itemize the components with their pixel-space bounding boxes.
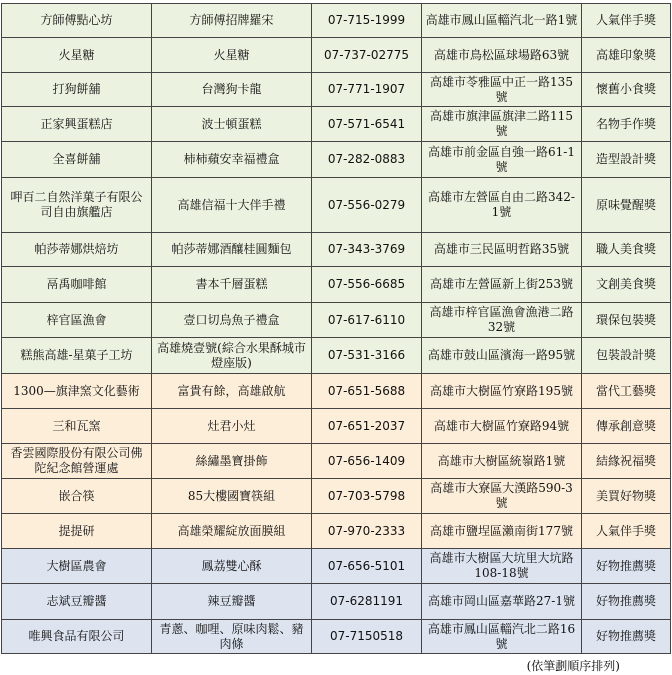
address-cell: 高雄市三民區明哲路35號 xyxy=(422,233,582,267)
product-name-cell: 帕莎蒂娜酒釀桂圓麵包 xyxy=(152,233,312,267)
shop-name-cell: 糕熊高雄-星菓子工坊 xyxy=(2,338,152,374)
address-cell: 高雄市大樹區竹寮路195號 xyxy=(422,374,582,409)
phone-cell: 07-7150518 xyxy=(312,620,422,654)
award-cell: 高雄印象獎 xyxy=(582,38,671,73)
phone-cell: 07-703-5798 xyxy=(312,479,422,514)
address-cell: 高雄市梓官區漁會漁港二路32號 xyxy=(422,303,582,338)
award-cell: 原味覺醒獎 xyxy=(582,178,671,233)
shop-name-cell: 呷百二自然洋菓子有限公司自由旗艦店 xyxy=(2,178,152,233)
shop-name-cell: 三和瓦窯 xyxy=(2,409,152,444)
address-cell: 高雄市左營區新上街253號 xyxy=(422,267,582,303)
award-cell: 名物手作獎 xyxy=(582,107,671,142)
address-cell: 高雄市苓雅區中正一路135號 xyxy=(422,73,582,107)
address-cell: 高雄市鼓山區濱海一路95號 xyxy=(422,338,582,374)
shop-name-cell: 香雲國際股份有限公司佛陀紀念館營運處 xyxy=(2,444,152,479)
award-cell: 包裝設計獎 xyxy=(582,338,671,374)
shop-name-cell: 提提研 xyxy=(2,514,152,549)
table-row xyxy=(2,142,671,178)
shop-name-cell: 志斌豆瓣醬 xyxy=(2,584,152,620)
product-name-cell: 方師傅招牌羅宋 xyxy=(152,4,312,38)
award-cell: 職人美食獎 xyxy=(582,233,671,267)
phone-cell: 07-651-2037 xyxy=(312,409,422,444)
table-row xyxy=(2,73,671,107)
product-name-cell: 壹口切烏魚子禮盒 xyxy=(152,303,312,338)
product-name-cell: 絲繡墨寶掛飾 xyxy=(152,444,312,479)
table-row xyxy=(2,479,671,514)
table-row xyxy=(2,374,671,409)
phone-cell: 07-656-5101 xyxy=(312,549,422,584)
table-row xyxy=(2,233,671,267)
product-name-cell: 高雄信福十大伴手禮 xyxy=(152,178,312,233)
product-name-cell: 火星糖 xyxy=(152,38,312,73)
award-cell: 好物推薦獎 xyxy=(582,584,671,620)
table-row xyxy=(2,38,671,73)
table-body xyxy=(2,4,671,654)
table-row xyxy=(2,178,671,233)
award-cell: 美買好物獎 xyxy=(582,479,671,514)
address-cell: 高雄市鳥松區球場路63號 xyxy=(422,38,582,73)
phone-cell: 07-715-1999 xyxy=(312,4,422,38)
phone-cell: 07-282-0883 xyxy=(312,142,422,178)
sort-order-note: (依筆劃順序排列) xyxy=(526,659,620,673)
shop-name-cell: 打狗餅舖 xyxy=(2,73,152,107)
shop-name-cell: 正家興蛋糕店 xyxy=(2,107,152,142)
shop-name-cell: 1300—旗津窯文化藝術 xyxy=(2,374,152,409)
address-cell: 高雄市前金區自強一路61-1號 xyxy=(422,142,582,178)
phone-cell: 07-656-1409 xyxy=(312,444,422,479)
table-row xyxy=(2,514,671,549)
award-cell: 當代工藝獎 xyxy=(582,374,671,409)
table-row xyxy=(2,409,671,444)
phone-cell: 07-343-3769 xyxy=(312,233,422,267)
product-name-cell: 辣豆瓣醬 xyxy=(152,584,312,620)
shop-name-cell: 全喜餅舖 xyxy=(2,142,152,178)
phone-cell: 07-6281191 xyxy=(312,584,422,620)
shop-name-cell: 鬲禹咖啡館 xyxy=(2,267,152,303)
award-cell: 好物推薦獎 xyxy=(582,549,671,584)
phone-cell: 07-771-1907 xyxy=(312,73,422,107)
address-cell: 高雄市大樹區統嶺路1號 xyxy=(422,444,582,479)
table-row xyxy=(2,4,671,38)
address-cell: 高雄市旗津區旗津二路115號 xyxy=(422,107,582,142)
phone-cell: 07-651-5688 xyxy=(312,374,422,409)
award-cell: 懷舊小食獎 xyxy=(582,73,671,107)
address-cell: 高雄市大寮區大漢路590-3號 xyxy=(422,479,582,514)
product-name-cell: 鳳荔雙心酥 xyxy=(152,549,312,584)
product-name-cell: 台灣狗卡龍 xyxy=(152,73,312,107)
table-row xyxy=(2,620,671,654)
product-name-cell: 波士頓蛋糕 xyxy=(152,107,312,142)
award-cell: 傳承創意獎 xyxy=(582,409,671,444)
phone-cell: 07-531-3166 xyxy=(312,338,422,374)
table-row xyxy=(2,267,671,303)
address-cell: 高雄市大樹區大坑里大坑路108-18號 xyxy=(422,549,582,584)
table-row xyxy=(2,444,671,479)
shop-name-cell: 火星糖 xyxy=(2,38,152,73)
phone-cell: 07-556-0279 xyxy=(312,178,422,233)
award-cell: 好物推薦獎 xyxy=(582,620,671,654)
phone-cell: 07-556-6685 xyxy=(312,267,422,303)
shop-name-cell: 梓官區漁會 xyxy=(2,303,152,338)
award-cell: 結緣祝福獎 xyxy=(582,444,671,479)
shop-name-cell: 唯興食品有限公司 xyxy=(2,620,152,654)
product-name-cell: 高雄榮耀綻放面膜組 xyxy=(152,514,312,549)
award-cell: 文創美食獎 xyxy=(582,267,671,303)
product-name-cell: 85大樓國寶筷組 xyxy=(152,479,312,514)
address-cell: 高雄市左營區自由二路342-1號 xyxy=(422,178,582,233)
shop-name-cell: 大樹區農會 xyxy=(2,549,152,584)
product-name-cell: 富貴有餘，高雄啟航 xyxy=(152,374,312,409)
shop-name-cell: 帕莎蒂娜烘焙坊 xyxy=(2,233,152,267)
table-row xyxy=(2,584,671,620)
table-row xyxy=(2,338,671,374)
product-name-cell: 灶君小灶 xyxy=(152,409,312,444)
address-cell: 高雄市鳳山區輜汽北二路16號 xyxy=(422,620,582,654)
awards-table xyxy=(1,3,671,654)
address-cell: 高雄市岡山區嘉華路27-1號 xyxy=(422,584,582,620)
table-row xyxy=(2,549,671,584)
table-row xyxy=(2,303,671,338)
address-cell: 高雄市鳳山區輜汽北一路1號 xyxy=(422,4,582,38)
product-name-cell: 柿柿蘋安幸福禮盒 xyxy=(152,142,312,178)
award-cell: 人氣伴手獎 xyxy=(582,4,671,38)
product-name-cell: 青蔥、咖哩、原味肉鬆、豬肉條 xyxy=(152,620,312,654)
phone-cell: 07-970-2333 xyxy=(312,514,422,549)
phone-cell: 07-617-6110 xyxy=(312,303,422,338)
phone-cell: 07-737-02775 xyxy=(312,38,422,73)
product-name-cell: 高雄燒壹號(綜合水果酥城市燈座版) xyxy=(152,338,312,374)
table-row xyxy=(2,107,671,142)
address-cell: 高雄市鹽埕區瀨南街177號 xyxy=(422,514,582,549)
shop-name-cell: 嵌合筷 xyxy=(2,479,152,514)
award-cell: 人氣伴手獎 xyxy=(582,514,671,549)
shop-name-cell: 方師傅點心坊 xyxy=(2,4,152,38)
address-cell: 高雄市大樹區竹寮路94號 xyxy=(422,409,582,444)
phone-cell: 07-571-6541 xyxy=(312,107,422,142)
award-cell: 造型設計獎 xyxy=(582,142,671,178)
award-cell: 環保包裝獎 xyxy=(582,303,671,338)
product-name-cell: 書本千層蛋糕 xyxy=(152,267,312,303)
